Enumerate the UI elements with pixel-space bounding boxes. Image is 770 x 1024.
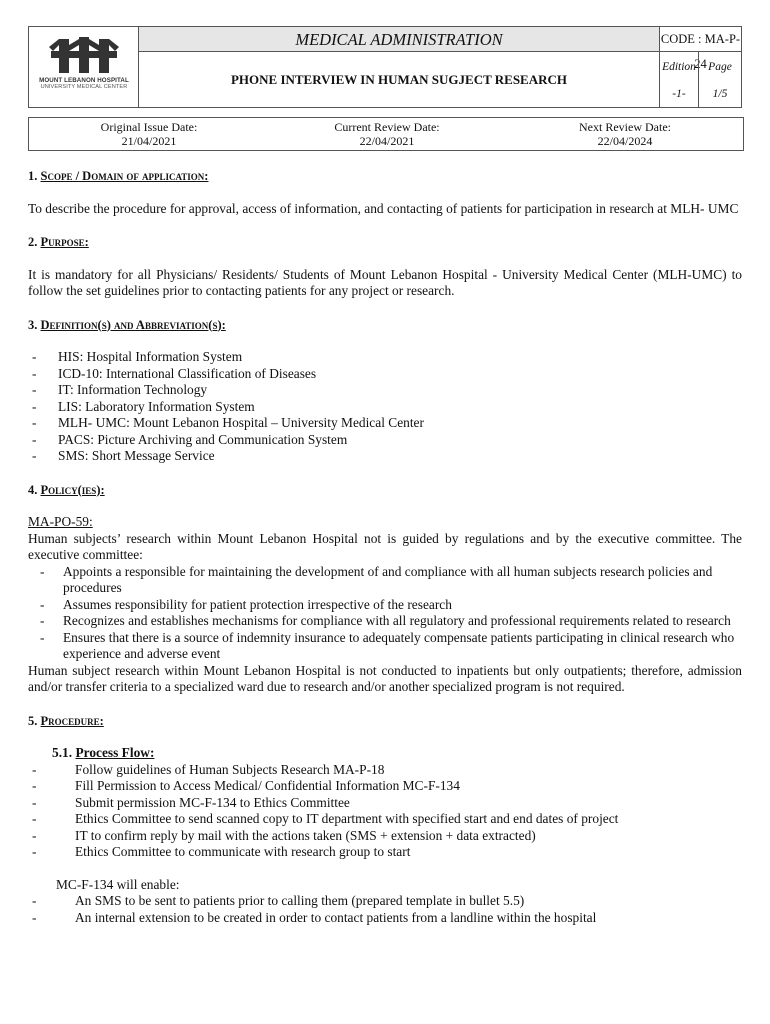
definitions-list [28, 349, 742, 465]
enable-list [28, 893, 742, 926]
section-policies-heading [28, 482, 742, 499]
section-purpose-heading [28, 234, 742, 251]
document-header [28, 26, 742, 108]
edition-value: -1- [659, 82, 699, 107]
document-title: PHONE INTERVIEW IN HUMAN SUGJECT RESEARCH [230, 72, 568, 87]
process-flow-list [28, 762, 742, 861]
policy-reference: MA-PO-59: [28, 514, 93, 529]
list-item: - Ensures that there is a source of indemnity insurance to adequately compensate patients participating in clinical research who experience and adverse event [28, 630, 742, 663]
section-title: Scope / Domain of application: [40, 169, 209, 183]
list-item: - Follow guidelines of Human Subjects Research MA-P-18 [28, 762, 742, 779]
subsection-process-flow-heading [52, 745, 742, 762]
list-item: - Fill Permission to Access Medical/ Confidential Information MC-F-134 [28, 778, 742, 795]
page-label: Page [708, 61, 732, 73]
list-item: - Appoints a responsible for maintaining the development of and compliance with all human subjects research policies and procedures [28, 564, 742, 597]
policy-intro: Human subjects’ research within Mount Lebanon Hospital not is guided by regulations and by the executive committee. The executive committee: [28, 530, 742, 562]
section-number: 3. [28, 317, 38, 332]
enable-intro: MC-F-134 will enable: [56, 876, 180, 892]
subsection-number: 5.1. [52, 745, 73, 760]
current-review-date [267, 120, 507, 148]
list-item: - Submit permission MC-F-134 to Ethics Committee [28, 795, 742, 812]
list-item: - HIS: Hospital Information System [28, 349, 742, 366]
scope-text: To describe the procedure for approval, access of information, and contacting of patients for participation in research at MLH- UMC [28, 200, 739, 216]
list-item: - Assumes responsibility for patient protection irrespective of the research [28, 597, 742, 614]
page-value: 1/5 [712, 88, 728, 100]
next-review-date [505, 120, 745, 148]
logo-name-line2: UNIVERSITY MEDICAL CENTER [40, 84, 128, 90]
section-definitions-heading [28, 317, 742, 334]
section-title: Purpose: [40, 235, 89, 249]
policy-list [28, 564, 742, 663]
section-number: 5. [28, 713, 38, 728]
list-item: - IT: Information Technology [28, 382, 742, 399]
subsection-title: Process Flow: [75, 745, 155, 760]
purpose-text: It is mandatory for all Physicians/ Residents/ Students of Mount Lebanon Hospital - University Medical Center (MLH-UMC) to follow the set guidelines prior to contacting patients for any project or research. [28, 266, 742, 298]
list-item: - An internal extension to be created in order to contact patients from a landline within the hospital [28, 910, 742, 927]
hospital-logo-icon [49, 37, 119, 75]
section-title: Procedure: [40, 713, 104, 728]
hospital-logo [33, 33, 135, 103]
list-item: - SMS: Short Message Service [28, 448, 742, 465]
list-item: - LIS: Laboratory Information System [28, 399, 742, 416]
current-review-value: 22/04/2021 [359, 134, 415, 148]
edition-label: Edition [659, 52, 699, 82]
current-review-label: Current Review Date: [334, 120, 440, 134]
next-review-label: Next Review Date: [579, 120, 671, 134]
section-number: 2. [28, 235, 38, 249]
list-item: - IT to confirm reply by mail with the actions taken (SMS + extension + data extracted) [28, 828, 742, 845]
list-item: - MLH- UMC: Mount Lebanon Hospital – University Medical Center [28, 415, 742, 432]
section-number: 1. [28, 169, 38, 183]
list-item: - Recognizes and establishes mechanisms for compliance with all regulatory and professional requirements related to research [28, 613, 742, 630]
document-body [28, 168, 742, 926]
section-number: 4. [28, 482, 38, 497]
section-title: Policy(ies): [40, 482, 105, 497]
section-title: Definition(s) and Abbreviation(s): [40, 317, 226, 332]
next-review-value: 22/04/2024 [597, 134, 653, 148]
list-item: - An SMS to be sent to patients prior to calling them (prepared template in bullet 5.5) [28, 893, 742, 910]
policy-closing: Human subject research within Mount Lebanon Hospital is not conducted to inpatients but only outpatients; therefore, admission and/or transfer criteria to a specialized ward due to research and/or another specialized program is not required. [28, 662, 742, 694]
department-title: MEDICAL ADMINISTRATION [139, 27, 659, 52]
list-item: - ICD-10: International Classification of Diseases [28, 366, 742, 383]
logo-cell [29, 27, 139, 107]
original-issue-label: Original Issue Date: [100, 120, 198, 134]
original-issue-date [29, 120, 269, 148]
review-dates-box [28, 117, 744, 151]
section-procedure-heading [28, 713, 742, 730]
list-item: - Ethics Committee to send scanned copy to IT department with specified start and end dates of project [28, 811, 742, 828]
list-item: - Ethics Committee to communicate with research group to start [28, 844, 742, 861]
document-code: CODE : MA-P-24 [659, 27, 741, 52]
logo-name-line1: MOUNT LEBANON HOSPITAL [39, 77, 129, 84]
list-item: - PACS: Picture Archiving and Communication System [28, 432, 742, 449]
original-issue-value: 21/04/2021 [121, 134, 177, 148]
section-scope-heading [28, 168, 742, 185]
